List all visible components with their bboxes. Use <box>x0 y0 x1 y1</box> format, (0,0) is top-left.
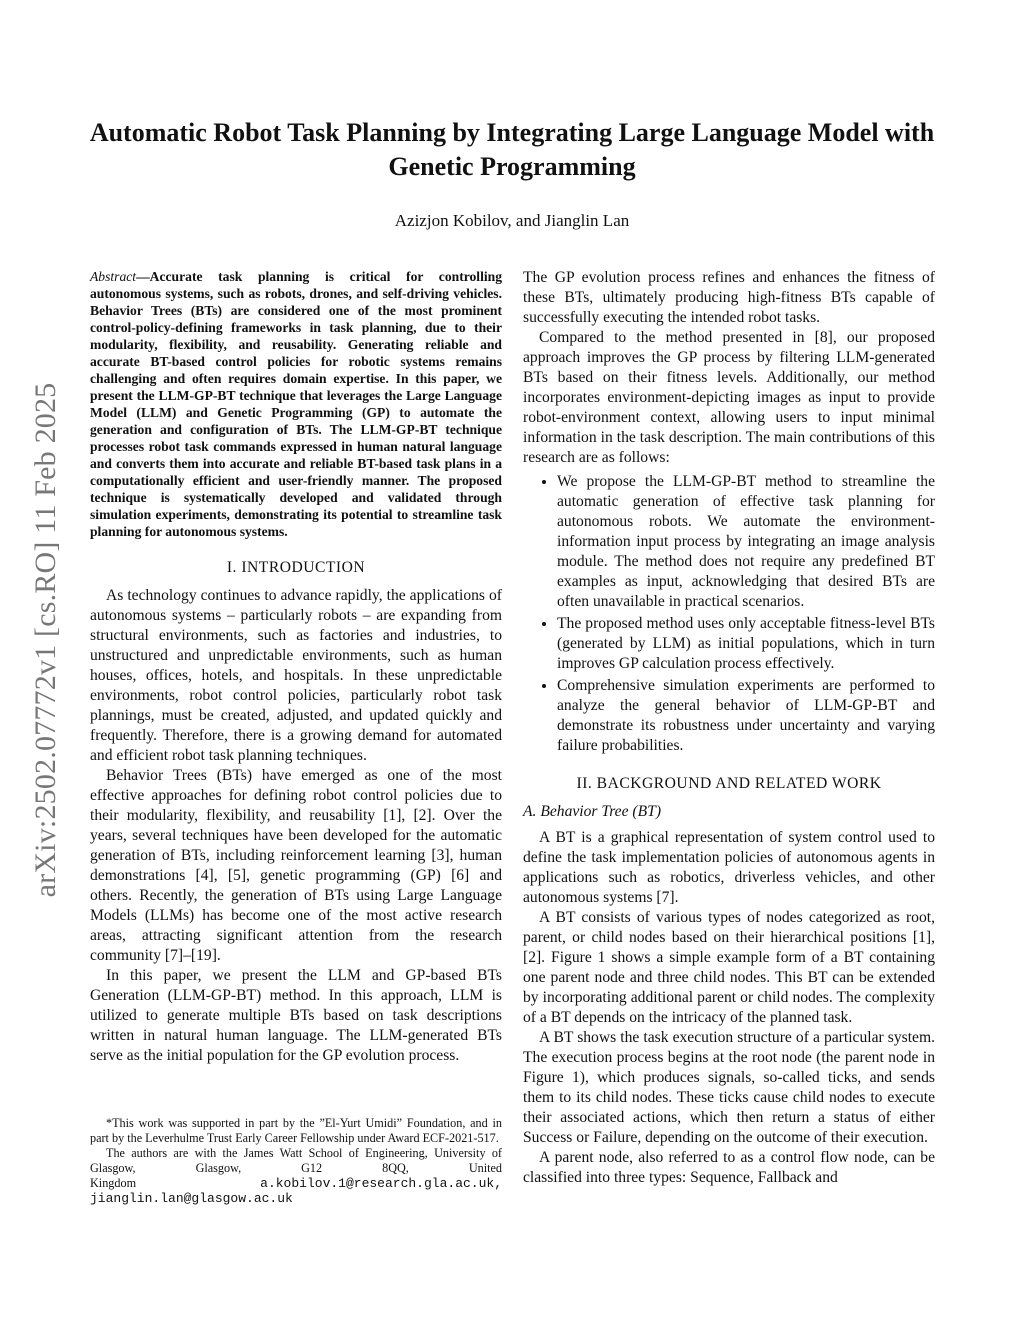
intro-paragraph-4: Compared to the method presented in [8], our proposed approach improves the GP process by filtering LLM-generated BTs based on their fitness levels. Additionally, our method incorporates environment-depicting images as input to provide robot-environment context, allowing users to input minimal information in the task description. The main contributions of this research are as follows: <box>523 329 935 466</box>
footnote-funding: *This work was supported in part by the ”El-Yurt Umidi” Foundation, and in part by the Leverhulme Trust Early Career Fellowship under Award ECF-2021-517. <box>90 1116 502 1145</box>
paper-authors: Azizjon Kobilov, and Jianglin Lan <box>394 211 630 230</box>
abstract-text: Accurate task planning is critical for controlling autonomous systems, such as robots, drones, and self-driving vehicles. Behavior Trees (BTs) are considered one of the most prominent control-policy-defining frameworks in task planning, due to their modularity, flexibility, and reusability. Generating reliable and accurate BT-based control policies for robotic systems remains challenging and often requires domain expertise. In this paper, we present the LLM-GP-BT technique that leverages the Large Language Model (LLM) and Genetic Programming (GP) to automate the generation and configuration of BTs. The LLM-GP-BT technique processes robot task commands expressed in human natural language and converts them into accurate and reliable BT-based task plans in a computationally efficient and user-friendly manner. The proposed technique is systematically developed and validated through simulation experiments, demonstrating its potential to streamline task planning for autonomous systems. <box>90 269 502 539</box>
contribution-item: • Comprehensive simulation experiments are performed to analyze the general behavior of LLM-GP-BT and demonstrate its robustness under uncertainty and varying failure probabilities. <box>557 676 935 756</box>
background-paragraph-2: A BT consists of various types of nodes categorized as root, parent, or child nodes based on their hierarchical positions [1], [2]. Figure 1 shows a simple example form of a BT containing one parent node and three child nodes. This BT can be extended by incorporating additional parent or child nodes. The complexity of a BT depends on the intricacy of the planned task. <box>523 909 935 1026</box>
contribution-item: • We propose the LLM-GP-BT method to streamline the automatic generation of effective task planning for autonomous robots. We automate the environment-information input process by integrating an image analysis module. The method does not require any predefined BT examples as input, acknowledging that desired BTs are often unavailable in practical scenarios. <box>557 472 935 612</box>
footnote-affiliation-text: The authors are with the James Watt School of Engineering, University of Glasgow, Glasgow, G12 8QQ, United Kingdom <box>90 1146 502 1190</box>
abstract-dash: — <box>136 269 150 284</box>
section-heading-introduction: I. INTRODUCTION <box>226 559 366 576</box>
author-email-kobilov[interactable]: a.kobilov.1@research.gla.ac.uk, <box>260 1176 502 1191</box>
arxiv-identifier: arXiv:2502.07772v1 [cs.RO] 11 Feb 2025 <box>29 382 62 898</box>
abstract-label: Abstract <box>90 269 137 284</box>
intro-paragraph-2: Behavior Trees (BTs) have emerged as one of the most effective approaches for defining robot control policies due to their modularity, flexibility, and reusability [1], [2]. Over the years, several techniques have been developed for the automatic generation of BTs, including reinforcement learning [3], human demonstrations [4], [5], genetic programming (GP) [6] and others. Recently, the generation of BTs using Large Language Models (LLMs) has become one of the most active research areas, attracting significant attention from the research community [7]–[19]. <box>90 767 502 964</box>
background-paragraph-4: A parent node, also referred to as a control flow node, can be classified into three types: Sequence, Fallback and <box>523 1149 935 1186</box>
subsection-heading-behavior-tree: A. Behavior Tree (BT) <box>523 803 662 820</box>
right-column <box>523 268 935 1188</box>
background-paragraph-3: A BT shows the task execution structure of a particular system. The execution process begins at the root node (the parent node in Figure 1), which produces signals, so-called ticks, and sends them to its child nodes. These ticks cause child nodes to execute their associated actions, which then return a status of either Success or Failure, depending on the outcome of their execution. <box>523 1029 935 1146</box>
left-column <box>90 268 502 1066</box>
intro-paragraph-3-continued: The GP evolution process refines and enhances the fitness of these BTs, ultimately producing high-fitness BTs capable of successfully executing the intended robot tasks. <box>523 269 935 326</box>
background-paragraph-1: A BT is a graphical representation of system control used to define the task implementation policies of autonomous agents in applications such as robotics, driverless vehicles, and other autonomous systems [7]. <box>523 829 935 906</box>
contributions-list <box>523 472 935 756</box>
intro-paragraph-3: In this paper, we present the LLM and GP-based BTs Generation (LLM-GP-BT) method. In this approach, LLM is utilized to generate multiple BTs based on task descriptions written in natural human language. The LLM-generated BTs serve as the initial population for the GP evolution process. <box>90 967 502 1064</box>
paper-title: Automatic Robot Task Planning by Integrating Large Language Model with Genetic Programming <box>89 118 935 181</box>
footnote <box>90 1116 502 1206</box>
section-heading-background: II. BACKGROUND AND RELATED WORK <box>576 775 882 792</box>
intro-paragraph-1: As technology continues to advance rapidly, the applications of autonomous systems – particularly robots – are expanding from structural environments, such as factories and industries, to unstructured and unpredictable environments, such as human houses, offices, hotels, and hospitals. In these unpredictable environments, robot control policies, particularly robot task plannings, must be created, adjusted, and updated quickly and frequently. Therefore, there is a growing demand for automated and efficient robot task planning techniques. <box>90 587 502 764</box>
author-email-lan[interactable]: jianglin.lan@glasgow.ac.uk <box>90 1191 293 1206</box>
abstract <box>90 268 502 540</box>
contribution-item: • The proposed method uses only acceptable fitness-level BTs (generated by LLM) as initial populations, which in turn improves GP calculation process effectively. <box>557 614 935 674</box>
footnote-affiliation <box>90 1146 502 1206</box>
